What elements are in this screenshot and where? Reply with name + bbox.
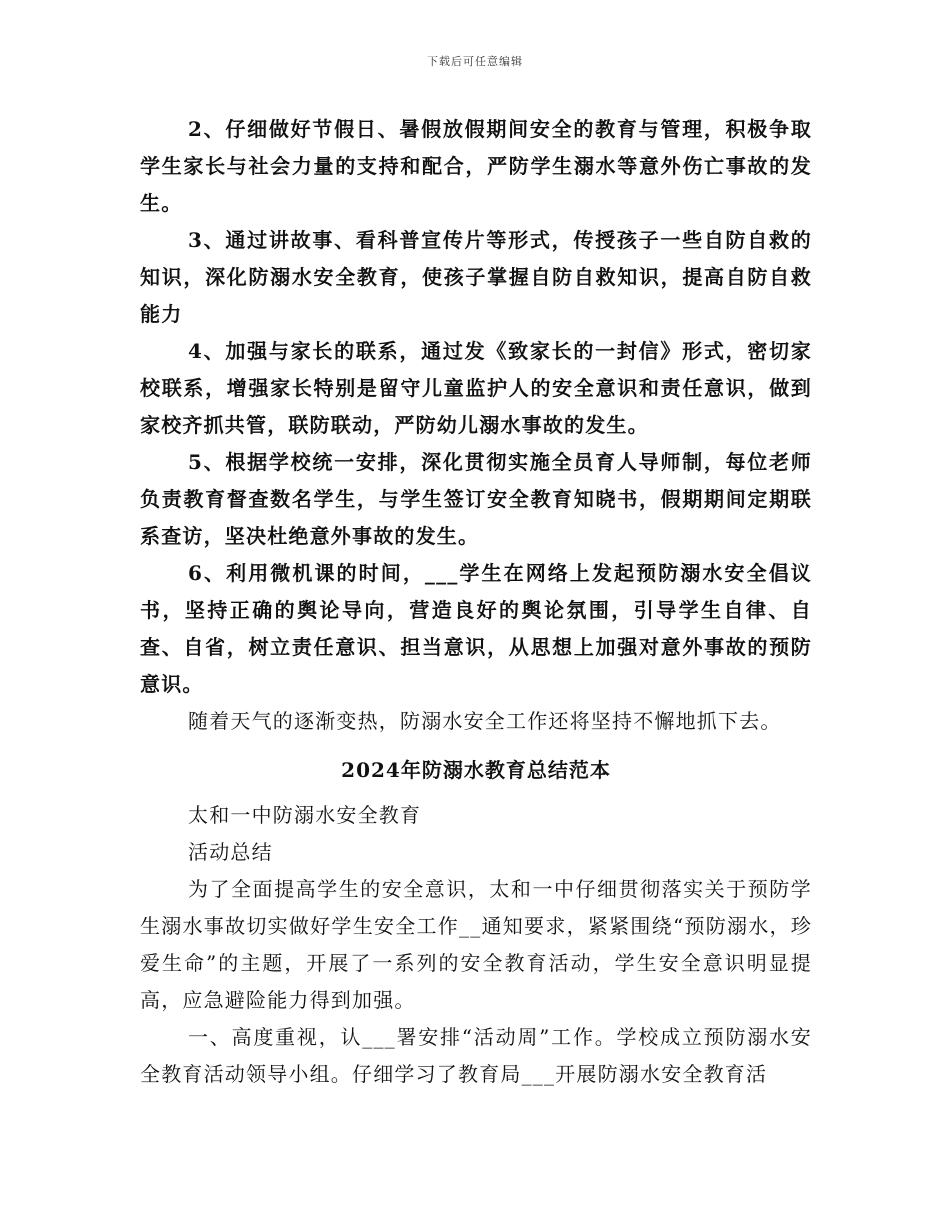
closing-paragraph: 随着天气的逐渐变热，防溺水安全工作还将坚持不懈地抓下去。	[188, 709, 782, 733]
header-note: 下载后可任意编辑	[427, 55, 523, 68]
subtitle-line: 太和一中防溺水安全教育	[188, 803, 422, 827]
list-item: 5、根据学校统一安排，深化贯彻实施全员育人导师制，每位老师负责教育督查数名学生，与学生签订安全教育知晓书，假期期间定期联系查访，坚决杜绝意外事故的发生。	[140, 450, 812, 548]
list-item: 6、利用微机课的时间，___学生在网络上发起预防溺水安全倡议书，坚持正确的舆论导向，营造良好的舆论氛围，引导学生自律、自查、自省，树立责任意识、担当意识，从思想上加强对意外事故的预防意识。	[140, 561, 812, 696]
list-item: 3、通过讲故事、看科普宣传片等形式，传授孩子一些自防自救的知识，深化防溺水安全教育，使孩子掌握自防自救知识，提高自防自救能力	[140, 228, 812, 326]
point-paragraph: 一、高度重视，认___署安排“活动周”工作。学校成立预防溺水安全教育活动领导小组。仔细学习了教育局___开展防溺水安全教育活	[140, 1025, 812, 1086]
subtitle-line: 活动总结	[188, 840, 273, 864]
intro-paragraph: 为了全面提高学生的安全意识，太和一中仔细贯彻落实关于预防学生溺水事故切实做好学生安全工作__通知要求，紧紧围绕“预防溺水，珍爱生命”的主题，开展了一系列的安全教育活动，学生安全意识明显提高，应急避险能力得到加强。	[140, 877, 812, 1012]
list-item: 2、仔细做好节假日、暑假放假期间安全的教育与管理，积极争取学生家长与社会力量的支持和配合，严防学生溺水等意外伤亡事故的发生。	[140, 117, 812, 215]
document-body	[140, 111, 812, 1093]
section-title: 2024年防溺水教育总结范本	[341, 758, 611, 782]
list-item: 4、加强与家长的联系，通过发《致家长的一封信》形式，密切家校联系，增强家长特别是留守儿童监护人的安全意识和责任意识，做到家校齐抓共管，联防联动，严防幼儿溺水事故的发生。	[140, 339, 812, 437]
